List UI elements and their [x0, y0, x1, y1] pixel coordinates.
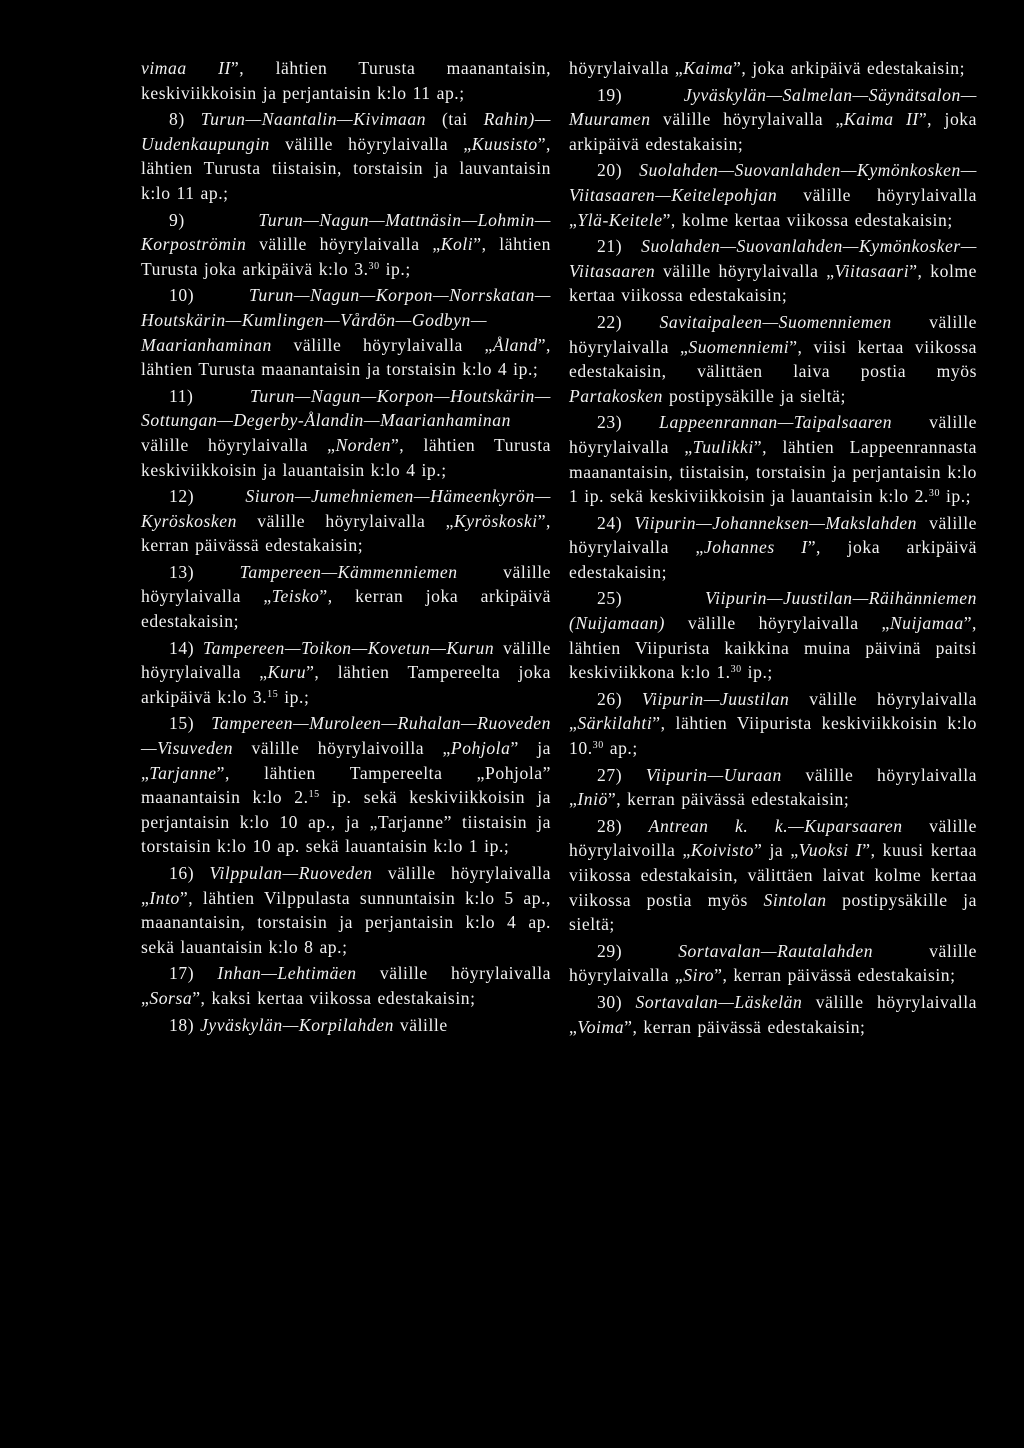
entry-text: välille höyrylaivalla „	[569, 184, 977, 230]
route-entry	[569, 511, 977, 585]
route-or-vessel-name: Jyväskylän—Salmelan—Säynätsalon—Muuramen	[569, 84, 977, 130]
entry-text: ”, lähtien Turusta tiistaisin, torstaisin ja lauvantaisin k:lo 11 ap.;	[141, 133, 551, 203]
entry-text: välille höyrylaivalla „	[141, 863, 551, 908]
route-entry	[141, 636, 551, 710]
route-or-vessel-name: Kaima	[683, 58, 733, 78]
entry-text: postipysäkille ja sieltä;	[663, 385, 846, 406]
time-minutes: 30	[928, 488, 940, 500]
route-entry	[569, 310, 977, 408]
entry-text: ”, kerran päivässä edestakaisin;	[624, 1016, 866, 1037]
route-entry	[569, 763, 977, 812]
route-or-vessel-name: Sintolan	[763, 889, 827, 910]
entry-text: ”, joka arkipäivä edestakaisin;	[569, 109, 977, 154]
entry-text: ”, joka arkipäivä edestakaisin;	[569, 537, 977, 582]
entry-text: 12)	[169, 486, 246, 507]
entry-text: ”, joka arkipäivä edestakaisin;	[732, 58, 966, 78]
route-entry	[141, 208, 551, 282]
entry-text: 19)	[597, 84, 684, 105]
route-or-vessel-name: Tampereen—Toikon—Kovetun—Kurun	[203, 637, 495, 658]
entry-text: höyrylaivalla „	[569, 58, 684, 78]
route-or-vessel-name: Tampereen—Kämmenniemen	[239, 561, 458, 582]
entry-text: ”, kuusi kertaa viikossa edestakaisin, välittäen laivat kolme kertaa viikossa postia myös	[569, 840, 977, 910]
route-entry	[141, 961, 551, 1010]
route-or-vessel-name: Siro	[683, 965, 715, 986]
route-or-vessel-name: Sortavalan—Rautalahden	[678, 940, 874, 961]
entry-text: 23)	[597, 412, 660, 433]
entry-text: 9)	[169, 209, 259, 230]
entry-text: välille höyrylaivalla „	[141, 963, 551, 1008]
entry-text: välille höyrylaivalla „	[569, 311, 977, 357]
entry-text: välille höyrylaivalla „	[236, 510, 454, 531]
time-minutes: 30	[730, 664, 742, 676]
route-entry	[141, 560, 551, 634]
entry-text: 18)	[169, 1014, 201, 1035]
entry-text: välille höyrylaivalla „	[569, 940, 977, 986]
route-or-vessel-name: Savitaipaleen—Suomenniemen	[659, 311, 892, 332]
route-or-vessel-name: Tampereen—Muroleen—Ruhalan—Ruoveden—Visuveden	[141, 713, 551, 759]
entry-text: ap.;	[603, 738, 638, 759]
route-entry	[569, 234, 977, 308]
time-minutes: 15	[308, 789, 320, 801]
entry-text: välille höyrylaivalla „	[664, 613, 890, 634]
entry-text: välille höyrylaivalla „	[246, 234, 441, 255]
entry-text: välille höyrylaivoilla „	[569, 815, 977, 861]
entry-text: ” ja „	[753, 840, 799, 861]
entry-text: välille höyrylaivalla „	[269, 133, 472, 154]
route-entry	[141, 861, 551, 959]
route-or-vessel-name: Viipurin—Johanneksen—Makslahden	[634, 512, 917, 533]
route-entry	[569, 939, 977, 988]
entry-text: ”, kaksi kertaa viikossa edestakaisin;	[192, 987, 476, 1008]
entry-text: ”, kerran päivässä edestakaisin;	[141, 510, 551, 556]
entry-text: postipysäkille ja sieltä;	[569, 889, 977, 935]
route-or-vessel-name: Iniö	[577, 789, 608, 810]
entry-text: välille höyrylaivalla „	[569, 991, 977, 1037]
entry-text: ip.;	[379, 258, 411, 279]
entry-text: 14)	[169, 637, 204, 658]
entry-text: välille höyrylaivalla „	[650, 109, 844, 130]
time-minutes: 30	[368, 260, 380, 272]
entry-text: ”, lähtien Vilppulasta sunnuntaisin k:lo 5 ap., maanantaisin, torstaisin ja perjantaisin k:lo 4 ap. sekä lauantaisin k:lo 8 ap.;	[141, 887, 551, 957]
route-or-vessel-name: Kaima II	[843, 109, 919, 130]
route-or-vessel-name: Sorsa	[149, 987, 193, 1008]
route-or-vessel-name: Koli	[440, 234, 474, 255]
entry-text: ”, lähtien Viipurista keskiviikkoisin k:lo 10.	[569, 713, 977, 759]
route-entry	[569, 158, 977, 232]
entry-text: 29)	[597, 940, 679, 961]
route-or-vessel-name: Vilppulan—Ruoveden	[209, 863, 373, 883]
route-entry	[141, 484, 551, 558]
route-or-vessel-name: Särkilahti	[577, 713, 653, 734]
route-or-vessel-name: Partakosken	[569, 385, 663, 406]
route-or-vessel-name: Viipurin—Uuraan	[645, 764, 782, 785]
entry-text: välille höyrylaivalla „	[271, 334, 493, 355]
route-entry	[569, 990, 977, 1039]
entry-text: ”, lähtien Turusta maanantaisin ja torstaisin k:lo 4 ip.;	[141, 334, 551, 380]
entry-text: ip. sekä keskiviikkoisin ja perjantaisin k:lo 10 ap., ja „Tarjanne” tiistaisin ja torstaisin k:lo 10 ap. sekä lauantaisin k:lo 1 ip.;	[141, 787, 552, 857]
route-entry	[141, 107, 551, 205]
route-or-vessel-name: Lappeenrannan—Taipalsaaren	[659, 412, 893, 433]
entry-text: ”, kolme kertaa viikossa edestakaisin;	[662, 209, 953, 230]
route-or-vessel-name: Kyröskoski	[454, 510, 538, 531]
route-or-vessel-name: Turun—Nagun—Korpon—Norrskatan—Houtskärin—Kumlingen—Vårdön—Godbyn—Maarianhaminan	[141, 285, 551, 355]
continued-paragraph	[141, 56, 551, 105]
entry-text: ”, viisi kertaa viikossa edestakaisin, välittäen laiva postia myös	[569, 336, 977, 382]
entry-text: välille höyrylaivalla „	[569, 688, 977, 734]
entry-text: (tai	[426, 109, 484, 130]
entry-text: välille höyrylaivalla „	[569, 764, 977, 810]
route-entry	[141, 711, 551, 859]
entry-text: välille	[393, 1014, 448, 1035]
route-or-vessel-name: Inhan—Lehtimäen	[217, 963, 357, 984]
route-or-vessel-name: Turun—Nagun—Mattnäsin—Lohmin—Korpoströmin	[141, 209, 551, 255]
route-or-vessel-name: Antrean k. k.—Kuparsaaren	[648, 815, 903, 836]
route-or-vessel-name: Turun—Naantalin—Kivimaan	[200, 109, 427, 130]
route-or-vessel-name: Tarjanne	[149, 762, 217, 783]
entry-text: ” ja „	[141, 738, 551, 783]
route-or-vessel-name: Voima	[577, 1016, 625, 1037]
route-or-vessel-name: Ylä-Keitele	[577, 209, 663, 230]
entry-text: välille höyrylaivalla „	[569, 512, 977, 558]
entry-text: ”, kerran joka arkipäivä edestakaisin;	[141, 586, 551, 632]
entry-text: ip.;	[278, 686, 310, 707]
route-or-vessel-name: Siuron—Jumehniemen—Hämeenkyrön—Kyröskosken	[141, 486, 551, 531]
entry-text: 24)	[597, 512, 635, 533]
route-or-vessel-name: Into	[149, 887, 180, 908]
entry-text: välille höyrylaivalla „	[141, 637, 551, 683]
entry-text: 20)	[597, 160, 640, 181]
entry-text: ”, lähtien Lappeenrannasta maanantaisin, tiistaisin, torstaisin ja perjantaisin k:lo 1 ip. sekä keskiviikkoisin ja lauantaisin k:lo 2.	[569, 436, 977, 507]
route-or-vessel-name: Åland	[492, 334, 538, 355]
entry-text: välille höyrylaivalla „	[655, 260, 835, 281]
entry-text: 16)	[169, 863, 210, 883]
left-text-column	[141, 56, 551, 1037]
entry-text: ”, lähtien Tampereelta „Pohjola” maanantaisin k:lo 2.	[141, 762, 551, 808]
route-or-vessel-name: Vuoksi I	[798, 840, 863, 861]
entry-text: 25)	[597, 588, 706, 609]
entry-text: ”, lähtien Tampereelta joka arkipäivä k:lo 3.	[141, 662, 552, 707]
route-or-vessel-name: Viitasaari	[834, 260, 910, 281]
entry-text: 22)	[597, 311, 660, 332]
route-or-vessel-name: Pohjola	[450, 738, 511, 759]
route-or-vessel-name: Viipurin—Juustilan	[642, 688, 790, 709]
entry-text: 28)	[597, 815, 649, 836]
route-entry	[569, 814, 977, 937]
route-entry	[569, 586, 977, 684]
route-or-vessel-name: Koivisto	[690, 840, 754, 861]
entry-text: 17)	[169, 963, 218, 984]
route-or-vessel-name: Suolahden—Suovanlahden—Kymönkosken—Viitasaaren—Keitelepohjan	[569, 160, 977, 205]
route-entry	[569, 410, 977, 508]
route-entry	[569, 83, 977, 157]
route-or-vessel-name: Kuru	[267, 662, 307, 683]
entry-text: 11)	[169, 385, 250, 406]
entry-text: 13)	[169, 561, 240, 582]
route-or-vessel-name: Jyväskylän—Korpilahden	[200, 1014, 394, 1035]
route-or-vessel-name: Suomenniemi	[688, 336, 790, 357]
entry-text: ”, lähtien Turusta maanantaisin, keskiviikkoisin ja perjantaisin k:lo 11 ap.;	[141, 58, 552, 103]
entry-text: ”, lähtien Viipurista kaikkina muina päivinä paitsi keskiviikkona k:lo 1.	[569, 613, 977, 683]
route-or-vessel-name: Tuulikki	[692, 436, 754, 457]
time-minutes: 15	[267, 688, 279, 700]
entry-text: 26)	[597, 688, 642, 709]
route-or-vessel-name: Turun—Nagun—Korpon—Houtskärin—Sottungan—Degerby-Ålandin—Maarianhaminan	[141, 385, 551, 431]
entry-text: 30)	[597, 991, 636, 1012]
entry-text: välille höyrylaivalla „	[141, 561, 551, 607]
route-or-vessel-name: Viipurin—Juustilan—Räihänniemen (Nuijamaan)	[569, 588, 977, 634]
entry-text: välille höyrylaivalla „	[569, 412, 977, 457]
route-or-vessel-name: Teisko	[271, 586, 320, 607]
entry-text: välille höyrylaivalla „	[141, 434, 336, 455]
entry-text: 21)	[597, 236, 642, 257]
entry-text: ip.;	[741, 662, 773, 683]
route-or-vessel-name: Nuijamaa	[889, 613, 964, 634]
entry-text: ”, kerran päivässä edestakaisin;	[607, 789, 850, 810]
route-or-vessel-name: vimaa II	[141, 58, 231, 78]
continued-paragraph	[569, 56, 977, 81]
right-text-column	[569, 56, 977, 1039]
entry-text: 27)	[597, 764, 646, 785]
route-entry	[141, 384, 551, 482]
route-or-vessel-name: Suolahden—Suovanlahden—Kymönkosker—Viitasaaren	[569, 236, 977, 281]
entry-text: ”, lähtien Turusta joka arkipäivä k:lo 3.	[141, 234, 552, 279]
route-or-vessel-name: Kuusisto	[471, 133, 538, 154]
route-or-vessel-name: Norden	[335, 434, 391, 455]
route-entry	[569, 687, 977, 761]
entry-text: ip.;	[940, 486, 972, 507]
entry-text: välille höyrylaivoilla „	[233, 738, 451, 759]
route-or-vessel-name: Sortavalan—Läskelän	[635, 991, 803, 1012]
entry-text: ”, lähtien Turusta keskiviikkoisin ja lauantaisin k:lo 4 ip.;	[141, 434, 552, 480]
route-entry	[141, 1013, 551, 1038]
entry-text: 15)	[169, 713, 212, 734]
entry-text: ”, kolme kertaa viikossa edestakaisin;	[569, 260, 977, 306]
entry-text: 10)	[169, 285, 250, 306]
route-or-vessel-name: Rahin)—Uudenkaupungin	[141, 109, 551, 154]
route-or-vessel-name: Johannes I	[703, 537, 808, 558]
entry-text: 8)	[169, 109, 201, 130]
route-entry	[141, 283, 551, 381]
time-minutes: 30	[592, 740, 604, 752]
entry-text: ”, kerran päivässä edestakaisin;	[714, 965, 956, 986]
